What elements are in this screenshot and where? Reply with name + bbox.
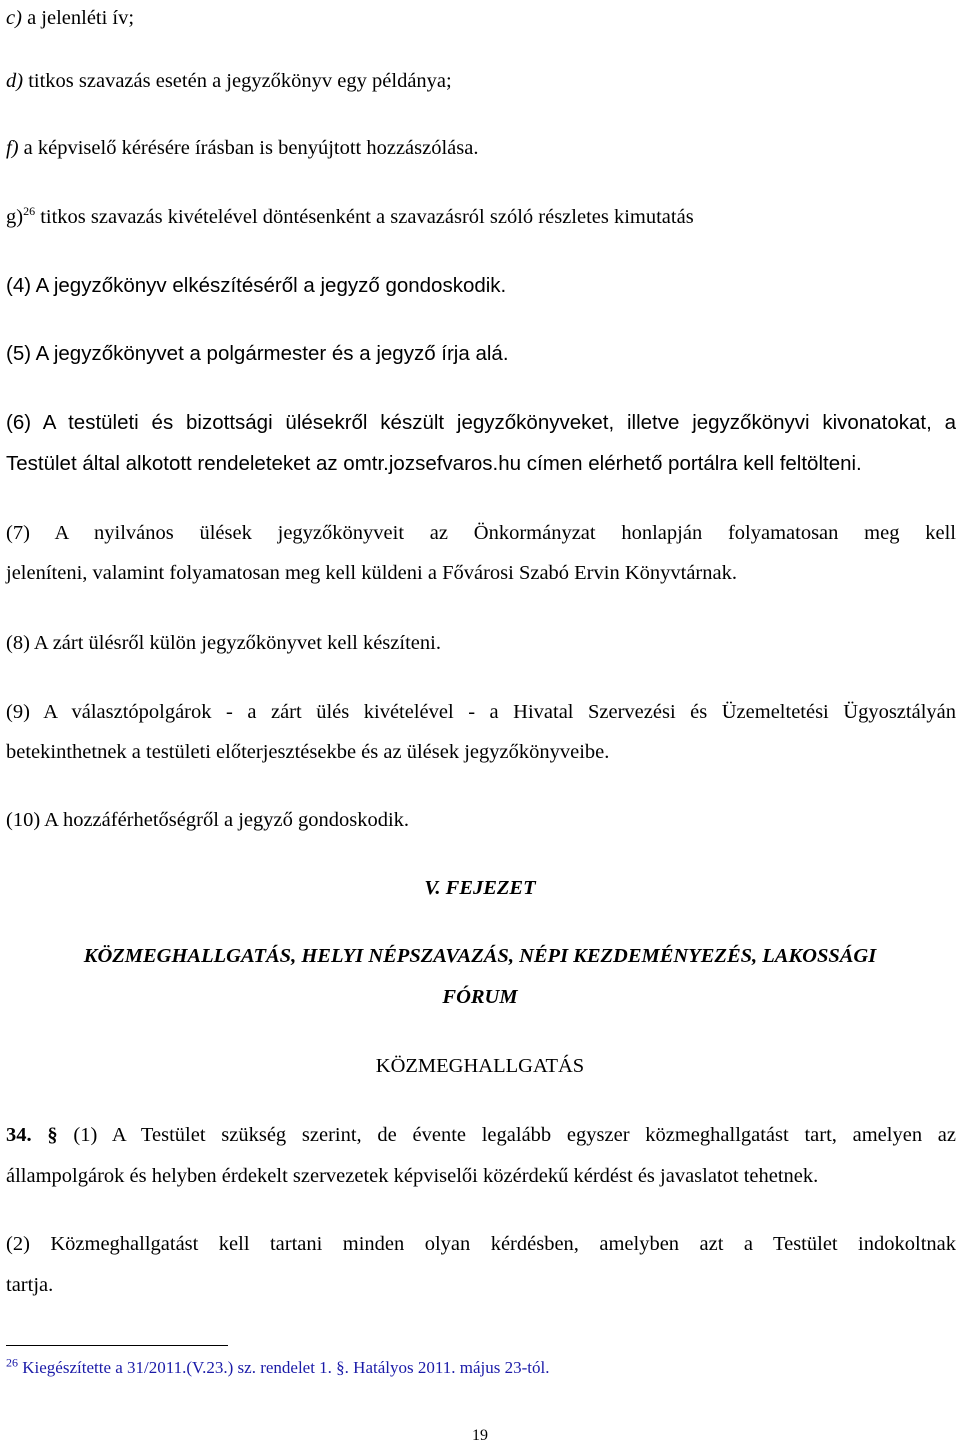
paragraph-5: (5) A jegyzőkönyvet a polgármester és a jegyző írja alá. <box>6 342 509 365</box>
item-c <box>6 5 134 31</box>
item-g-label: g) <box>6 206 24 228</box>
item-f <box>6 135 478 161</box>
section-34-paragraph-1-line-2: állampolgárok és helyben érdekelt szervezetek képviselői közérdekű kérdést és javaslatot tehetnek. <box>6 1165 819 1187</box>
section-symbol: § <box>47 1124 58 1146</box>
item-g <box>6 204 694 230</box>
footnote-separator <box>6 1345 228 1346</box>
item-d-label: d) <box>6 70 24 92</box>
paragraph-6-line-2: Testület által alkotott rendeleteket az omtr.jozsefvaros.hu címen elérhető portálra kell feltölteni. <box>6 452 862 475</box>
chapter-title: V. FEJEZET <box>424 877 536 899</box>
item-f-text: a képviselő kérésére írásban is benyújtott hozzászólása. <box>18 137 479 159</box>
paragraph-9-line-1: (9) A választópolgárok - a zárt ülés kivételével - a Hivatal Szervezési és Üzemeltetési Ügyosztályán <box>6 701 956 723</box>
paragraph-8: (8) A zárt ülésről külön jegyzőkönyvet kell készíteni. <box>6 632 441 654</box>
section-heading: KÖZMEGHALLGATÁS <box>375 1055 585 1077</box>
item-d <box>6 68 452 94</box>
section-34-paragraph-2-line-2: tartja. <box>6 1274 54 1296</box>
item-f-label: f) <box>6 137 19 159</box>
footnote-ref-26[interactable]: 26 <box>23 204 36 219</box>
item-d-text: titkos szavazás esetén a jegyzőkönyv egy példánya; <box>23 70 452 92</box>
footnote <box>6 1357 549 1379</box>
paragraph-10: (10) A hozzáférhetőségről a jegyző gondoskodik. <box>6 809 410 831</box>
item-c-text: a jelenléti ív; <box>21 7 135 29</box>
item-g-text: titkos szavazás kivételével döntésenként a szavazásról szóló részletes kimutatás <box>35 206 694 228</box>
item-c-label: c) <box>6 7 22 29</box>
section-34-p1-text: (1) A Testület szükség szerint, de évente legalább egyszer közmeghallgatást tart, amelyen az <box>57 1124 957 1146</box>
paragraph-6-line-1: (6) A testületi és bizottsági ülésekről készült jegyzőkönyveket, illetve jegyzőkönyvi kivonatokat, a <box>6 411 956 434</box>
page-number: 19 <box>472 1427 488 1444</box>
footnote-number: 26 <box>6 1355 18 1370</box>
paragraph-7-line-2: jeleníteni, valamint folyamatosan meg kell küldeni a Fővárosi Szabó Ervin Könyvtárnak. <box>6 562 737 584</box>
paragraph-4: (4) A jegyzőkönyv elkészítéséről a jegyző gondoskodik. <box>6 274 507 297</box>
paragraph-9-line-2: betekinthetnek a testületi előterjesztésekbe és az ülések jegyzőkönyveibe. <box>6 741 610 763</box>
footnote-text: Kiegészítette a 31/2011.(V.23.) sz. rendelet 1. §. Hatályos 2011. május 23-tól. <box>18 1358 550 1377</box>
paragraph-7-line-1: (7) A nyilvános ülések jegyzőkönyveit az Önkormányzat honlapján folyamatosan meg kell <box>6 522 956 544</box>
chapter-subtitle-line-1: KÖZMEGHALLGATÁS, HELYI NÉPSZAVAZÁS, NÉPI KEZDEMÉNYEZÉS, LAKOSSÁGI <box>83 945 877 967</box>
section-34-paragraph-1-line-1 <box>6 1122 956 1148</box>
section-34-number: 34. <box>6 1124 32 1146</box>
section-34-paragraph-2-line-1: (2) Közmeghallgatást kell tartani minden olyan kérdésben, amelyben azt a Testület indokoltnak <box>6 1233 956 1255</box>
chapter-subtitle-line-2: FÓRUM <box>442 986 518 1008</box>
